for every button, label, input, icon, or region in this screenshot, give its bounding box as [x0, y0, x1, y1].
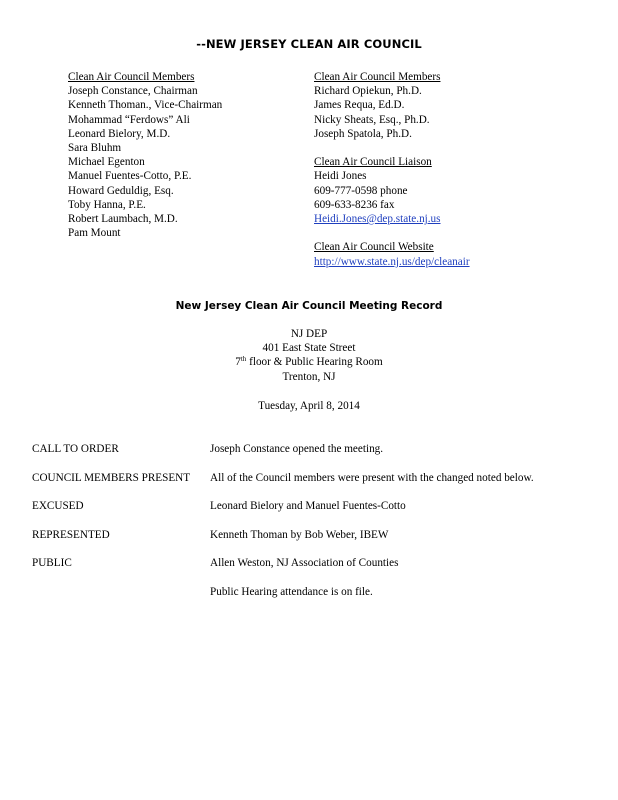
agenda-value: Public Hearing attendance is on file. [210, 585, 373, 598]
agenda-row [32, 500, 602, 529]
agenda-label: COUNCIL MEMBERS PRESENT [32, 471, 191, 484]
agenda-label: PUBLIC [32, 557, 72, 569]
member-name: Howard Geduldig, Esq. [68, 184, 174, 197]
members-heading-right: Clean Air Council Members [314, 71, 441, 83]
floor-number: 7 [235, 356, 241, 369]
member-name: Michael Egenton [68, 156, 145, 169]
spacer [314, 141, 470, 155]
agenda-value: Leonard Bielory and Manuel Fuentes-Cotto [210, 500, 406, 512]
member-name: Nicky Sheats, Esq., Ph.D. [314, 113, 430, 126]
member-name: Richard Opiekun, Ph.D. [314, 85, 422, 98]
member-name: Manuel Fuentes-Cotto, P.E. [68, 170, 192, 183]
meeting-date: Tuesday, April 8, 2014 [258, 400, 360, 412]
agenda-value: Kenneth Thoman by Bob Weber, IBEW [210, 528, 389, 541]
agenda-value: Joseph Constance opened the meeting. [210, 443, 384, 455]
location-line: NJ DEP [290, 328, 328, 340]
member-name: Mohammad “Ferdows” Ali [68, 113, 190, 126]
agenda-label: CALL TO ORDER [32, 443, 119, 455]
location-line: Trenton, NJ [282, 370, 336, 383]
member-name: Sara Bluhm [68, 142, 122, 155]
member-name: Pam Mount [68, 227, 121, 240]
member-name: Leonard Bielory, M.D. [68, 127, 171, 140]
member-name: Joseph Constance, Chairman [68, 85, 198, 98]
agenda-row [32, 472, 602, 501]
agenda-value: Allen Weston, NJ Association of Counties [210, 557, 399, 569]
members-heading-left: Clean Air Council Members [68, 71, 195, 83]
agenda-row [32, 586, 602, 615]
website-link[interactable]: http://www.state.nj.us/dep/cleanair [314, 255, 470, 268]
page-title: --NEW JERSEY CLEAN AIR COUNCIL [196, 37, 422, 51]
floor-suffix: th [240, 355, 247, 364]
agenda-row [32, 557, 602, 586]
member-name: Kenneth Thoman., Vice-Chairman [68, 99, 223, 112]
website-heading: Clean Air Council Website [314, 241, 434, 254]
council-members-left-column [68, 70, 222, 240]
meeting-record-title: New Jersey Clean Air Council Meeting Record [175, 300, 443, 312]
member-name: Robert Laumbach, M.D. [68, 213, 178, 226]
floor-rest: floor & Public Hearing Room [246, 356, 383, 369]
member-name: Joseph Spatola, Ph.D. [314, 127, 412, 140]
agenda-label: REPRESENTED [32, 528, 110, 541]
agenda-row [32, 529, 602, 558]
liaison-heading: Clean Air Council Liaison [314, 156, 432, 169]
agenda-row [32, 443, 602, 472]
liaison-name: Heidi Jones [314, 170, 367, 183]
location-line: 401 East State Street [262, 342, 356, 355]
liaison-fax: 609-633-8236 fax [314, 198, 395, 211]
council-members-right-column [314, 70, 470, 269]
liaison-email-link[interactable]: Heidi.Jones@dep.state.nj.us [314, 213, 441, 226]
agenda-list [32, 443, 602, 614]
member-name: Toby Hanna, P.E. [68, 198, 146, 211]
liaison-phone: 609-777-0598 phone [314, 184, 408, 197]
member-name: James Requa, Ed.D. [314, 99, 405, 112]
agenda-value: All of the Council members were present with the changed noted below. [210, 471, 534, 484]
spacer [314, 226, 470, 240]
location-floor [0, 355, 618, 369]
agenda-label: EXCUSED [32, 500, 84, 512]
meeting-location [0, 327, 618, 384]
